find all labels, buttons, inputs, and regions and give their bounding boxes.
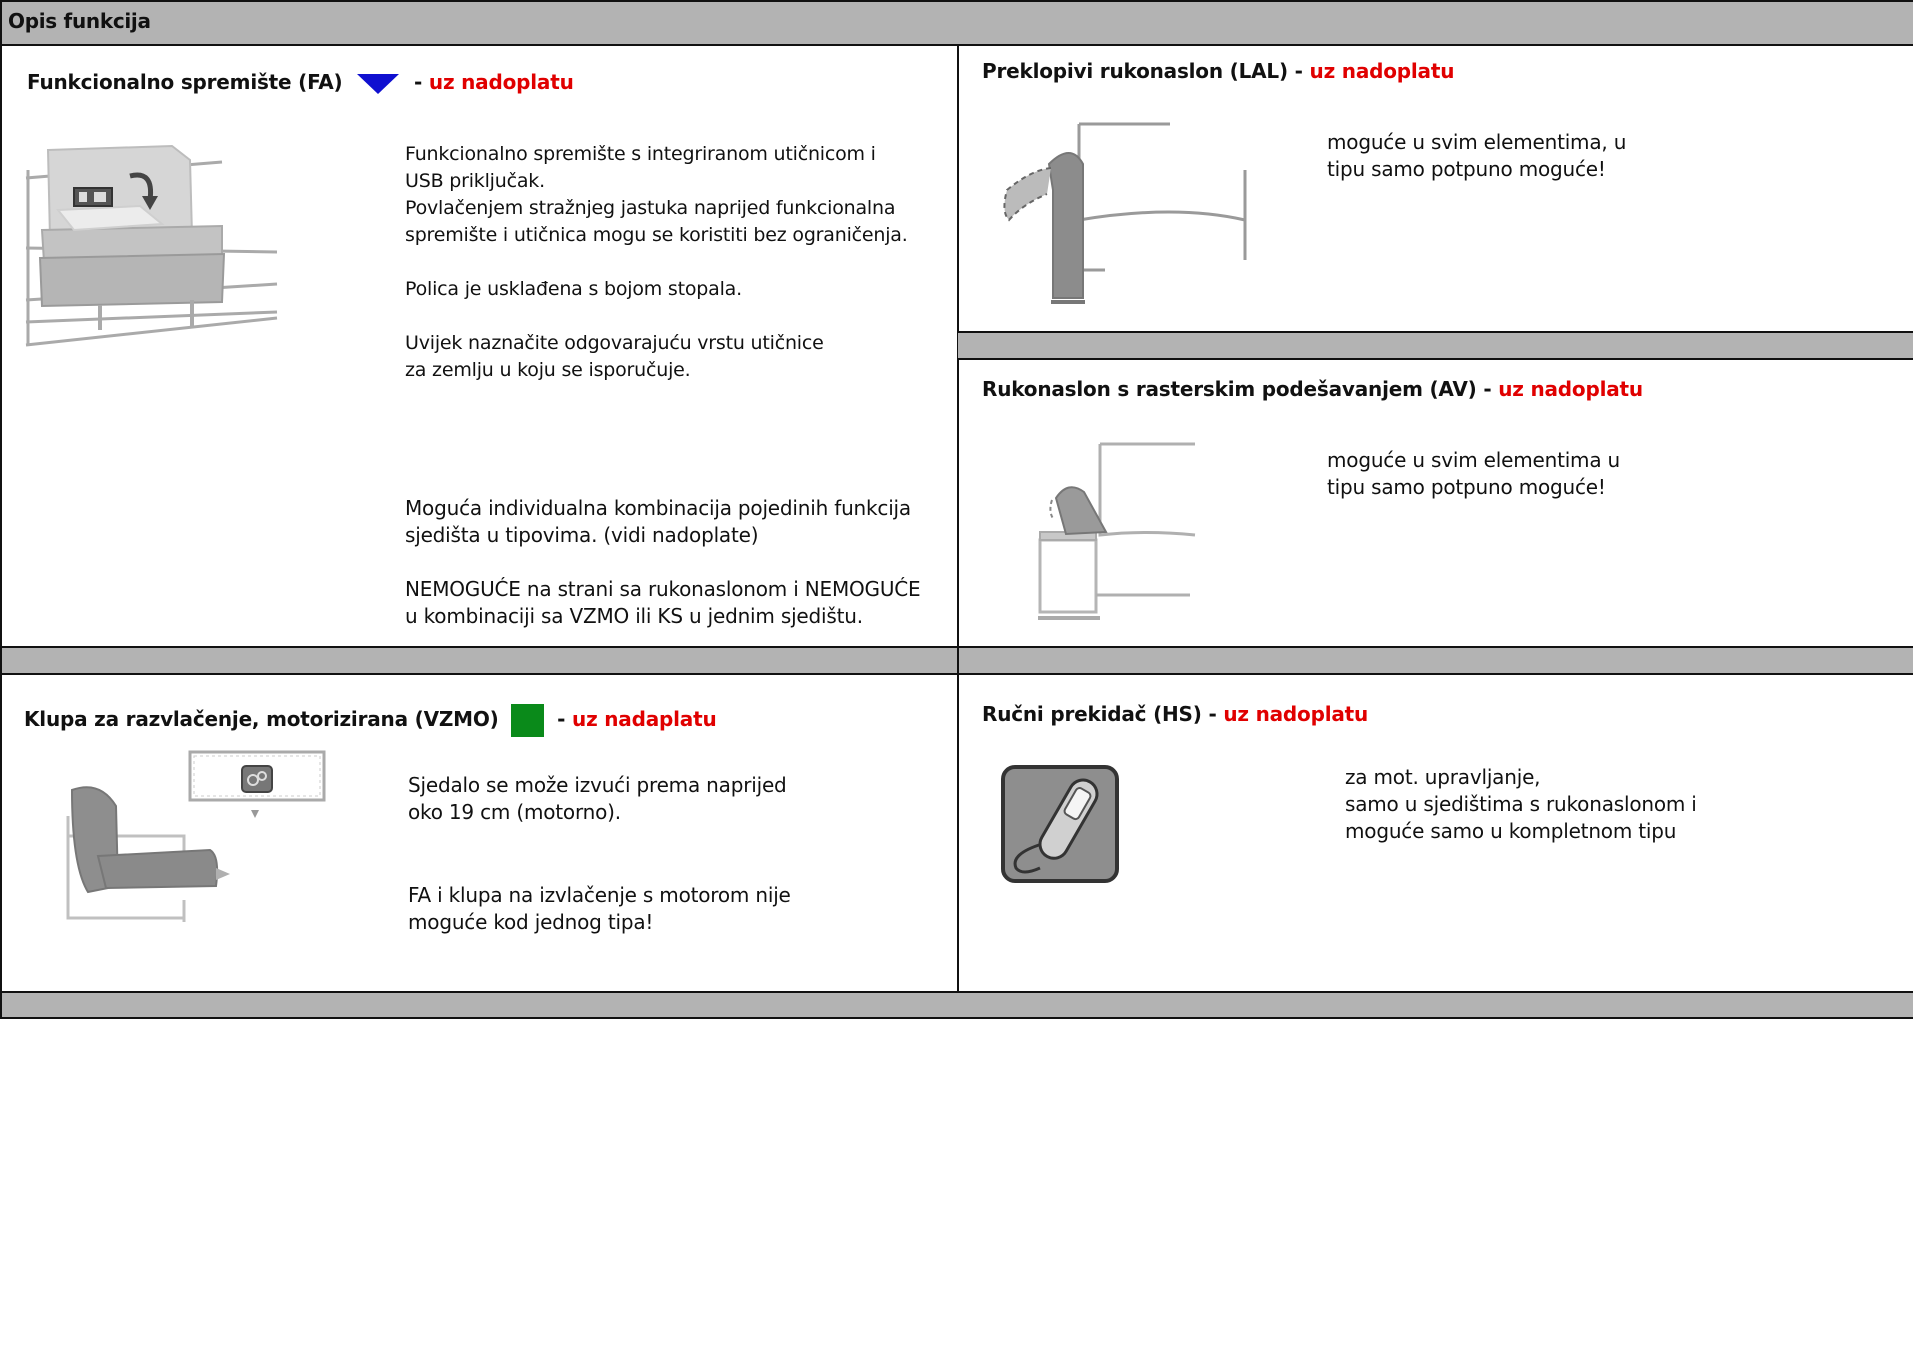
av-description: moguće u svim elementima u tipu samo potpuno moguće! <box>1327 448 1621 499</box>
hs-separator: - <box>1201 702 1224 726</box>
lal-surcharge: uz nadoplatu <box>1309 59 1455 83</box>
vzmo-surcharge: uz nadaplatu <box>572 707 717 731</box>
vzmo-title-text: Klupa za razvlačenje, motorizirana (VZMO) <box>24 707 499 731</box>
frame-middle <box>957 44 959 1018</box>
frame-left <box>0 44 2 994</box>
fa-marker-triangle-icon <box>355 72 401 96</box>
vzmo-title <box>24 704 717 737</box>
separator-bar-bottom <box>0 991 1913 1019</box>
av-ratchet-armrest-icon <box>1030 440 1200 630</box>
hs-title <box>982 702 1368 726</box>
av-surcharge: uz nadoplatu <box>1498 377 1643 401</box>
fa-title <box>27 70 574 96</box>
av-title <box>982 377 1643 401</box>
separator-bar-right-top <box>958 331 1913 360</box>
hs-description: za mot. upravljanje, samo u sjedištima s rukonaslonom i moguće samo u kompletnom tipu <box>1345 765 1697 843</box>
lal-description: moguće u svim elementima, u tipu samo potpuno moguće! <box>1327 130 1627 181</box>
vzmo-pullout-bench-icon <box>60 746 330 926</box>
fa-surcharge: uz nadoplatu <box>428 70 574 94</box>
page-title: Opis funkcija <box>8 9 151 33</box>
fa-title-text: Funkcionalno spremište (FA) <box>27 70 343 94</box>
fa-separator: - <box>414 70 429 94</box>
av-title-text: Rukonaslon s rasterskim podešavanjem (AV) <box>982 377 1477 401</box>
fa-description: Funkcionalno spremište s integriranom utičnicom i USB priključak. Povlačenjem stražnjeg jastuka naprijed funkcionalna spremište i utičnica mogu se koristiti bez ograničenja. Polica je usklađena s bojom stopala. Uvijek naznačite odgovarajuću vrstu utičnice za zemlju u koju se isporučuje. <box>405 143 908 381</box>
vzmo-separator: - <box>557 707 573 731</box>
hs-surcharge: uz nadoplatu <box>1223 702 1369 726</box>
av-separator: - <box>1476 377 1499 401</box>
hs-hand-switch-icon <box>1000 764 1124 888</box>
vzmo-marker-square-icon <box>511 704 544 737</box>
lal-title <box>982 59 1454 83</box>
hs-title-text: Ručni prekidač (HS) <box>982 702 1202 726</box>
lal-separator: - <box>1287 59 1310 83</box>
separator-bar-middle-divider <box>957 646 959 675</box>
lal-folding-armrest-icon <box>995 120 1265 310</box>
fa-storage-sofa-icon <box>22 140 282 360</box>
lal-title-text: Preklopivi rukonaslon (LAL) <box>982 59 1288 83</box>
fa-notes: Moguća individualna kombinacija pojedinih funkcija sjedišta u tipovima. (vidi nadoplate) NEMOGUĆE na strani sa rukonaslonom i NEMOGUĆE u kombinaciji sa VZMO ili KS u jednim sjedištu. <box>405 496 921 628</box>
vzmo-notes: FA i klupa na izvlačenje s motorom nije moguće kod jednog tipa! <box>408 883 791 934</box>
header-bar <box>0 0 1913 46</box>
vzmo-description: Sjedalo se može izvući prema naprijed oko 19 cm (motorno). <box>408 773 787 824</box>
